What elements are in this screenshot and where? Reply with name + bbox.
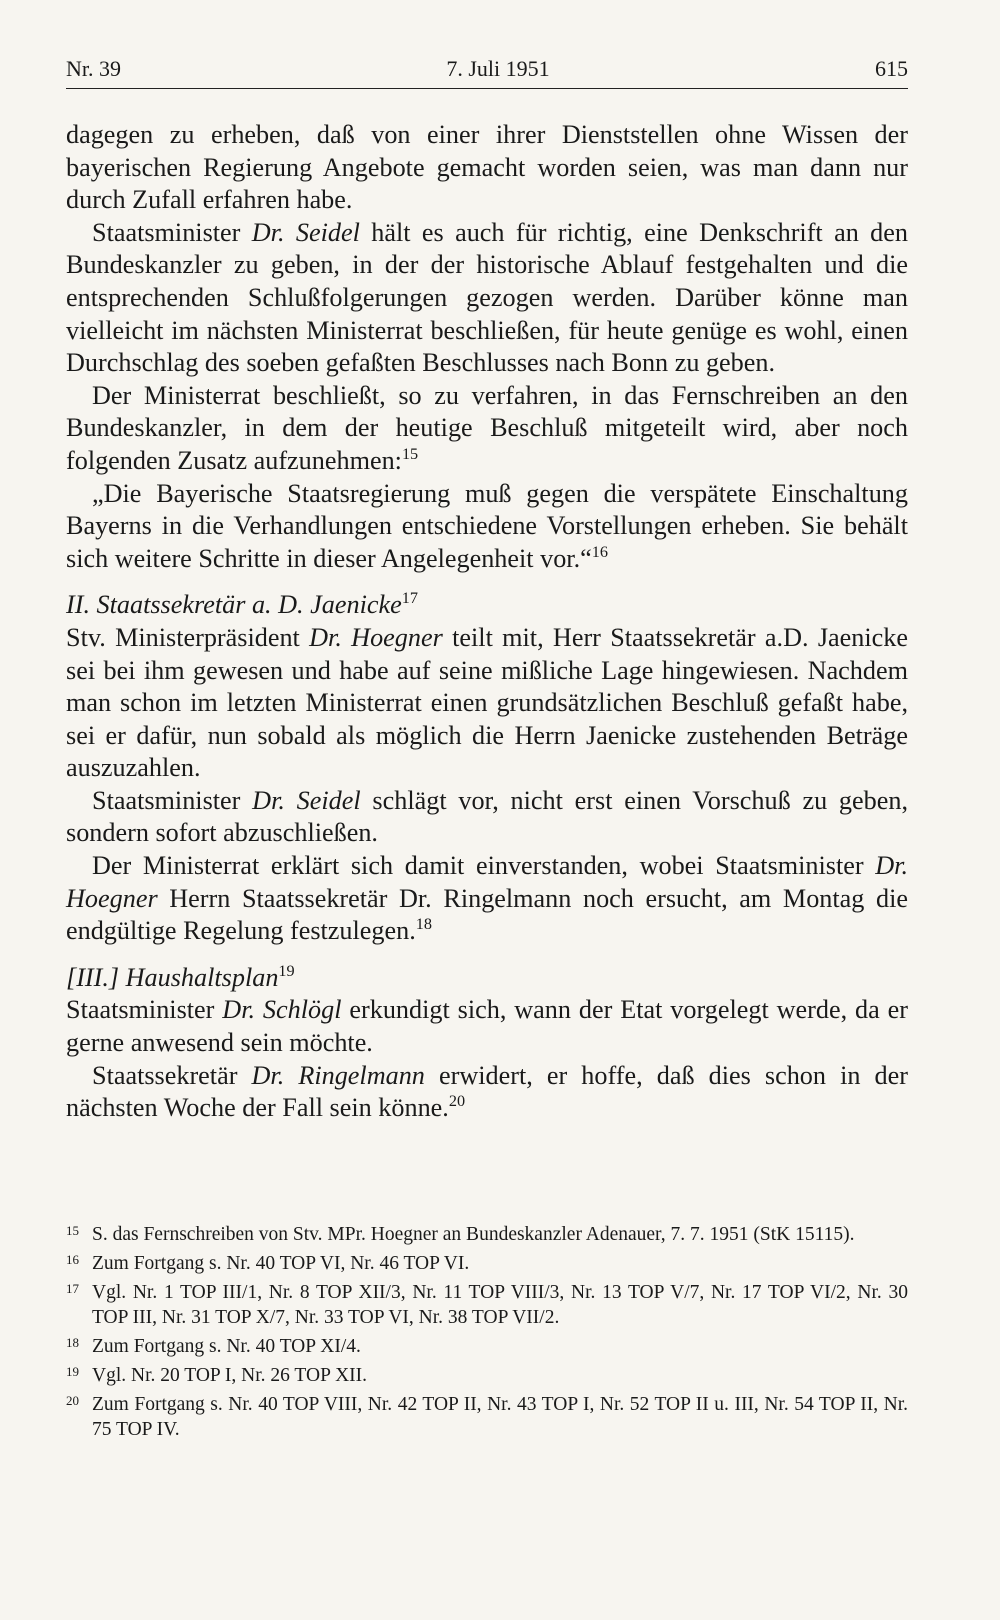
footnote: 20 Zum Fortgang s. Nr. 40 TOP VIII, Nr. 42 TOP II, Nr. 43 TOP I, Nr. 52 TOP II u. III, Nr. 54 TOP II, Nr. 75 TOP IV. [66, 1393, 908, 1440]
section-heading: II. Staatssekretär a. D. Jaenicke$^{17}$ [66, 589, 418, 620]
main-text [66, 119, 908, 1125]
section-heading: [III.] Haushaltsplan$^{19}$ [66, 961, 295, 992]
footnote: 16 Zum Fortgang s. Nr. 40 TOP VI, Nr. 46 TOP VI. [66, 1252, 470, 1274]
page-number: 615 [874, 56, 908, 81]
footnote-ref: 15 [401, 444, 419, 463]
paragraph: Staatssekretär Dr. Ringelmann erwidert, er hoffe, daß dies schon in der nächsten Woche der Fall sein könne.$^{20}$ [66, 1060, 908, 1123]
person-name: Dr. Ringelmann [251, 1060, 425, 1090]
footnote: 18 Zum Fortgang s. Nr. 40 TOP XI/4. [66, 1335, 361, 1357]
footnotes [66, 1222, 908, 1446]
date: 7. Juli 1951 [446, 56, 550, 81]
person-name: Dr. Hoegner [309, 622, 443, 652]
page [66, 56, 908, 1125]
footnote: 19 Vgl. Nr. 20 TOP I, Nr. 26 TOP XII. [66, 1364, 368, 1386]
footnote-ref: 16 [591, 542, 608, 561]
paragraph: Staatsminister Dr. Schlögl erkundigt sich, wann der Etat vorgelegt werde, da er gerne anwesend sein möchte. [66, 995, 908, 1058]
footnote-ref: 20 [448, 1092, 466, 1111]
issue-number: Nr. 39 [66, 56, 121, 81]
quote-paragraph: „Die Bayerische Staatsregierung muß gegen die verspätete Einschaltung Bayerns in die Verhandlungen entschiedene Vorstellungen erheben. Sie behält sich weitere Schritte in dieser Angelegenheit vor.“$^{16}$ [66, 478, 908, 573]
person-name: Dr. Hoegner [66, 851, 908, 913]
page-header [66, 56, 908, 89]
footnote: 17 Vgl. Nr. 1 TOP III/1, Nr. 8 TOP XII/3, Nr. 11 TOP VIII/3, Nr. 13 TOP V/7, Nr. 17 TOP VI/2, Nr. 30 TOP III, Nr. 31 TOP X/7, Nr. 33 TOP VI, Nr. 38 TOP VII/2. [66, 1281, 908, 1328]
footnote-ref: 17 [401, 589, 418, 608]
person-name: Dr. Seidel [251, 217, 360, 247]
footnote-ref: 18 [415, 915, 433, 934]
paragraph: Der Ministerrat beschließt, so zu verfahren, in das Fernschreiben an den Bundeskanzler, in dem der heutige Beschluß mitgeteilt wird, aber noch folgenden Zusatz aufzunehmen:$^{15}$ [66, 380, 908, 475]
paragraph: Staatsminister Dr. Seidel hält es auch für richtig, eine Denkschrift an den Bundeskanzler zu geben, in der der historische Ablauf festgehalten und die entsprechenden Schlußfolgerungen gezogen werden. Darüber könne man vielleicht im nächsten Ministerrat beschließen, für heute genüge es wohl, einen Durchschlag des soeben gefaßten Beschlusses nach Bonn zu geben. [66, 217, 908, 378]
person-name: Dr. Schlögl [222, 995, 342, 1025]
paragraph: Staatsminister Dr. Seidel schlägt vor, nicht erst einen Vorschuß zu geben, sondern sofort abzuschließen. [66, 785, 908, 848]
paragraph: Stv. Ministerpräsident Dr. Hoegner teilt mit, Herr Staatssekretär a.D. Jaenicke sei bei ihm gewesen und habe auf seine mißliche Lage hingewiesen. Nachdem man schon im letzten Ministerrat einen grundsätzlichen Beschluß gefaßt habe, sei er dafür, nun sobald als möglich die Herrn Jaenicke zustehenden Beträge auszuzahlen. [66, 622, 908, 783]
footnote-ref: 19 [278, 961, 295, 980]
paragraph: Der Ministerrat erklärt sich damit einverstanden, wobei Staatsminister Dr. Hoegner Herrn Staatssekretär Dr. Ringelmann noch ersucht, am Montag die endgültige Regelung festzulegen.$^{18}$ [66, 851, 908, 946]
paragraph: dagegen zu erheben, daß von einer ihrer Dienststellen ohne Wissen der bayerischen Regierung Angebote gemacht worden seien, was man dann nur durch Zufall erfahren habe. [66, 120, 908, 215]
person-name: Dr. Seidel [252, 785, 361, 815]
footnote: 15 S. das Fernschreiben von Stv. MPr. Hoegner an Bundeskanzler Adenauer, 7. 7. 1951 (StK 15115). [66, 1223, 855, 1245]
